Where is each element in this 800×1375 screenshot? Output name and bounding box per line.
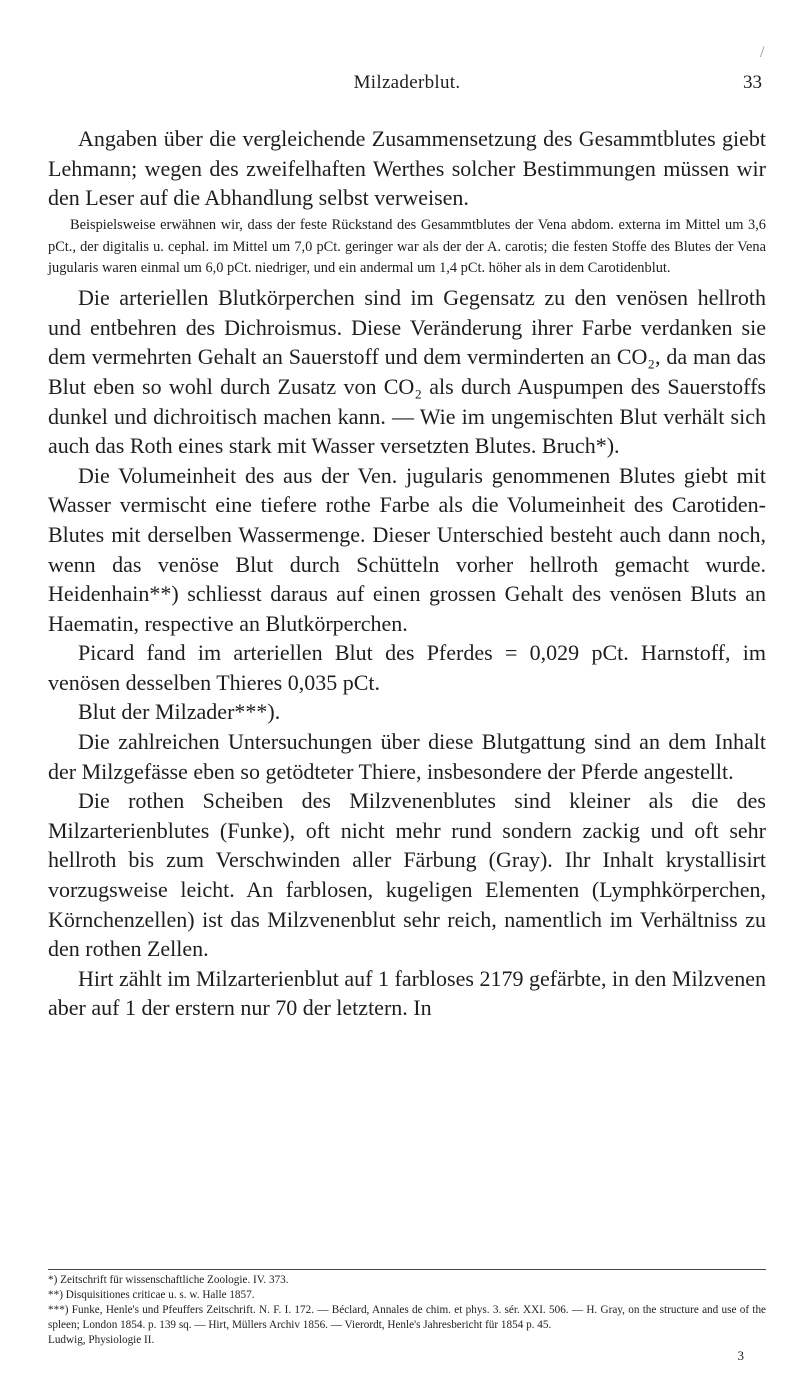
paragraph-lehmann: Angaben über die vergleichende Zusammensetzung des Gesammtblutes giebt Lehmann; wegen des zweifelhaften Werthes solcher Bestimmungen müssen wir den Leser auf die Abhandlung selbst verweisen.	[48, 126, 766, 211]
paragraph-investigations: Die zahlreichen Untersuchungen über diese Blutgattung sind an dem Inhalt der Milzgefässe eben so getödteter Thiere, insbesondere der Pferde angestellt.	[48, 729, 766, 784]
signature-line: Ludwig, Physiologie II.	[48, 1334, 155, 1346]
paragraph-volume-unit: Die Volumeinheit des aus der Ven. jugularis genommenen Blutes giebt mit Wasser vermischt eine tiefere rothe Farbe als die Volumeinheit des Carotiden-Blutes mit derselben Wassermenge. Dieser Unterschied besteht auch dann noch, wenn das venöse Blut durch Schütteln vorher hellroth gemacht wurde. Heidenhain**) schliesst daraus auf einen grossen Gehalt des venösen Bluts an Haematin, respective an Blutkörperchen.	[48, 462, 766, 636]
body-text	[48, 124, 766, 1023]
footnote-2: **) Disquisitiones criticae u. s. w. Halle 1857.	[48, 1289, 255, 1301]
running-head: Milzaderblut.	[353, 72, 461, 93]
paragraph-hirt: Hirt zählt im Milzarterienblut auf 1 farbloses 2179 gefärbte, in den Milzvenen aber auf 1 der erstern nur 70 der letztern. In	[48, 965, 766, 1021]
footnotes	[48, 1269, 766, 1363]
corner-mark: /	[760, 44, 765, 61]
footnote-1: *) Zeitschrift für wissenschaftliche Zoologie. IV. 373.	[48, 1274, 289, 1286]
footnote-3: ***) Funke, Henle's und Pfeuffers Zeitschrift. N. F. I. 172. — Béclard, Annales de chim. et phys. 3. sér. XXI. 506. — H. Gray, on the structure and use of the spleen; London 1854. p. 139 sq. — Hirt, Müllers Archiv 1856. — Vierordt, Henle's Jahresbericht für 1854 p. 45.	[48, 1304, 766, 1331]
section-heading: Blut der Milzader***).	[78, 699, 281, 725]
paragraph-small-print: Beispielsweise erwähnen wir, dass der feste Rückstand des Gesammtblutes der Vena abdom. externa im Mittel um 3,6 pCt., der digitalis u. cephal. im Mittel um 7,0 pCt. geringer war als der der A. carotis; die festen Stoffe des Blutes der Vena jugularis waren einmal um 6,0 pCt. niedriger, und ein andermal um 1,4 pCt. höher als in dem Carotidenblut.	[48, 216, 766, 277]
paragraph-arterial-corpuscles: Die arteriellen Blutkörperchen sind im Gegensatz zu den venösen hellroth und entbehren des Dichroismus. Diese Veränderung ihrer Farbe verdanken sie dem vermehrten Gehalt an Sauerstoff und dem verminderten an CO₂, da man das Blut eben so wohl durch Zusatz von CO₂ als durch Auspumpen des Sauerstoffs dunkel und dichroitisch machen kann. — Wie im ungemischten Blut verhält sich auch das Roth eines stark mit Wasser versetzten Blutes. Bruch*).	[48, 285, 766, 459]
page-header	[48, 72, 766, 102]
signature-mark: 3	[737, 1348, 744, 1363]
page-number: 33	[743, 72, 762, 93]
paragraph-red-discs: Die rothen Scheiben des Milzvenenblutes sind kleiner als die des Milzarterienblutes (Funke), oft nicht mehr rund sondern zackig und oft sehr hellroth bis zum Verschwinden aller Färbung (Gray). Ihr Inhalt krystallisirt vorzugsweise leicht. An farblosen, kugeligen Elementen (Lymphkörperchen, Körnchenzellen) ist das Milzvenenblut sehr reich, namentlich im Verhältniss zu den rothen Zellen.	[48, 788, 766, 962]
paragraph-picard: Picard fand im arteriellen Blut des Pferdes = 0,029 pCt. Harnstoff, im venösen desselben Thieres 0,035 pCt.	[48, 640, 766, 695]
